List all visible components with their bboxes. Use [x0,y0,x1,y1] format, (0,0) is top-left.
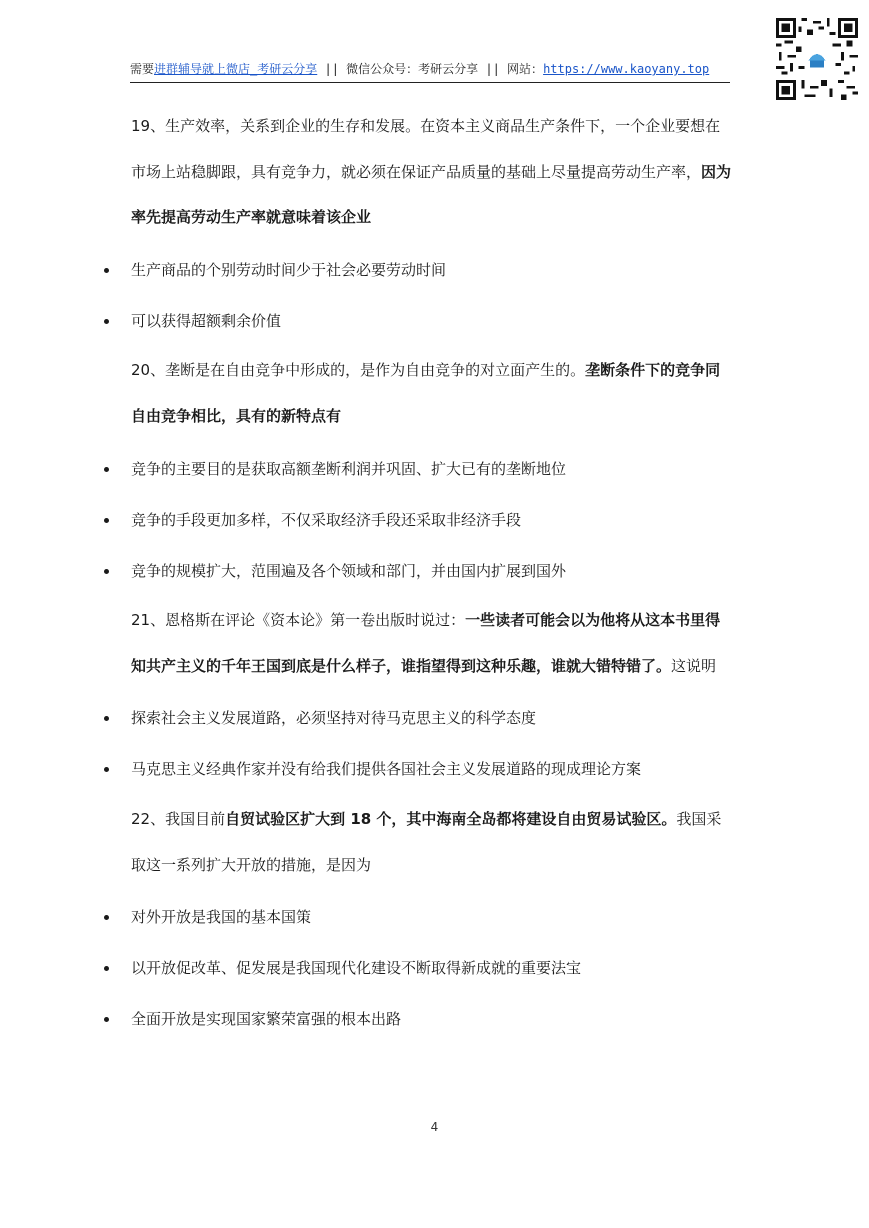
stem-text: 21、恩格斯在评论《资本论》第一卷出版时说过： [131,611,466,629]
bullet-icon [104,915,109,920]
bullet-icon [104,518,109,523]
stem-text: 22、我国目前 [131,810,226,828]
stem-text: 这说明 [671,656,717,675]
stem-text: 20、垄断是在自由竞争中形成的，是作为自由竞争的对立面产生的。 [131,361,586,379]
stem-text: 我国采取这一系列扩大开放的措施，是因为 [131,810,722,874]
emphasized-text: 垄断条件下的竞争同自由竞争相比，具有的新特点有 [131,361,721,425]
bullet-icon [104,716,109,721]
website-link[interactable]: https://www.kaoyany.top [543,62,710,76]
header-middle-text: || 微信公众号：考研云分享 || 网站： [317,62,544,76]
option-item: 对外开放是我国的基本国策 [131,908,312,926]
option-item: 马克思主义经典作家并没有给我们提供各国社会主义发展道路的现成理论方案 [131,760,642,778]
emphasized-text: 一些读者可能会以为他将从这本书里得知共产主义的千年王国到底是什么样子，谁指望得到这种乐趣，谁就大错特错了。 [131,611,721,675]
bullet-icon [104,1017,109,1022]
option-item: 可以获得超额剩余价值 [131,312,282,330]
question-20-stem [131,348,735,439]
option-item: 竞争的规模扩大，范围遍及各个领域和部门，并由国内扩展到国外 [131,562,567,580]
emphasized-text: 因为率先提高劳动生产率就意味着该企业 [131,162,732,226]
question-19-stem [131,104,735,241]
page-number: 4 [430,1120,439,1134]
bullet-icon [104,319,109,324]
wechat-shop-link[interactable]: 进群辅导就上微店_考研云分享 [154,62,318,76]
bullet-icon [104,268,109,273]
page-header [130,60,730,83]
bullet-icon [104,966,109,971]
bullet-icon [104,767,109,772]
emphasized-text: 自贸试验区扩大到 18 个，其中海南全岛都将建设自由贸易试验区。 [225,810,677,828]
question-22-stem [131,797,735,888]
option-item: 以开放促改革、促发展是我国现代化建设不断取得新成就的重要法宝 [131,959,582,977]
bullet-icon [104,467,109,472]
option-item: 探索社会主义发展道路，必须坚持对待马克思主义的科学态度 [131,709,537,727]
bullet-icon [104,569,109,574]
option-item: 全面开放是实现国家繁荣富强的根本出路 [131,1010,402,1028]
option-item: 竞争的主要目的是获取高额垄断利润并巩固、扩大已有的垄断地位 [131,460,567,478]
option-item: 生产商品的个别劳动时间少于社会必要劳动时间 [131,261,447,279]
qr-code-image [776,18,858,100]
header-prefix: 需要 [130,62,155,76]
stem-text: 19、生产效率，关系到企业的生存和发展。在资本主义商品生产条件下，一个企业要想在市场上站稳脚跟，具有竞争力，就必须在保证产品质量的基础上尽量提高劳动生产率， [131,117,721,181]
question-21-stem [131,598,735,689]
option-item: 竞争的手段更加多样，不仅采取经济手段还采取非经济手段 [131,511,522,529]
